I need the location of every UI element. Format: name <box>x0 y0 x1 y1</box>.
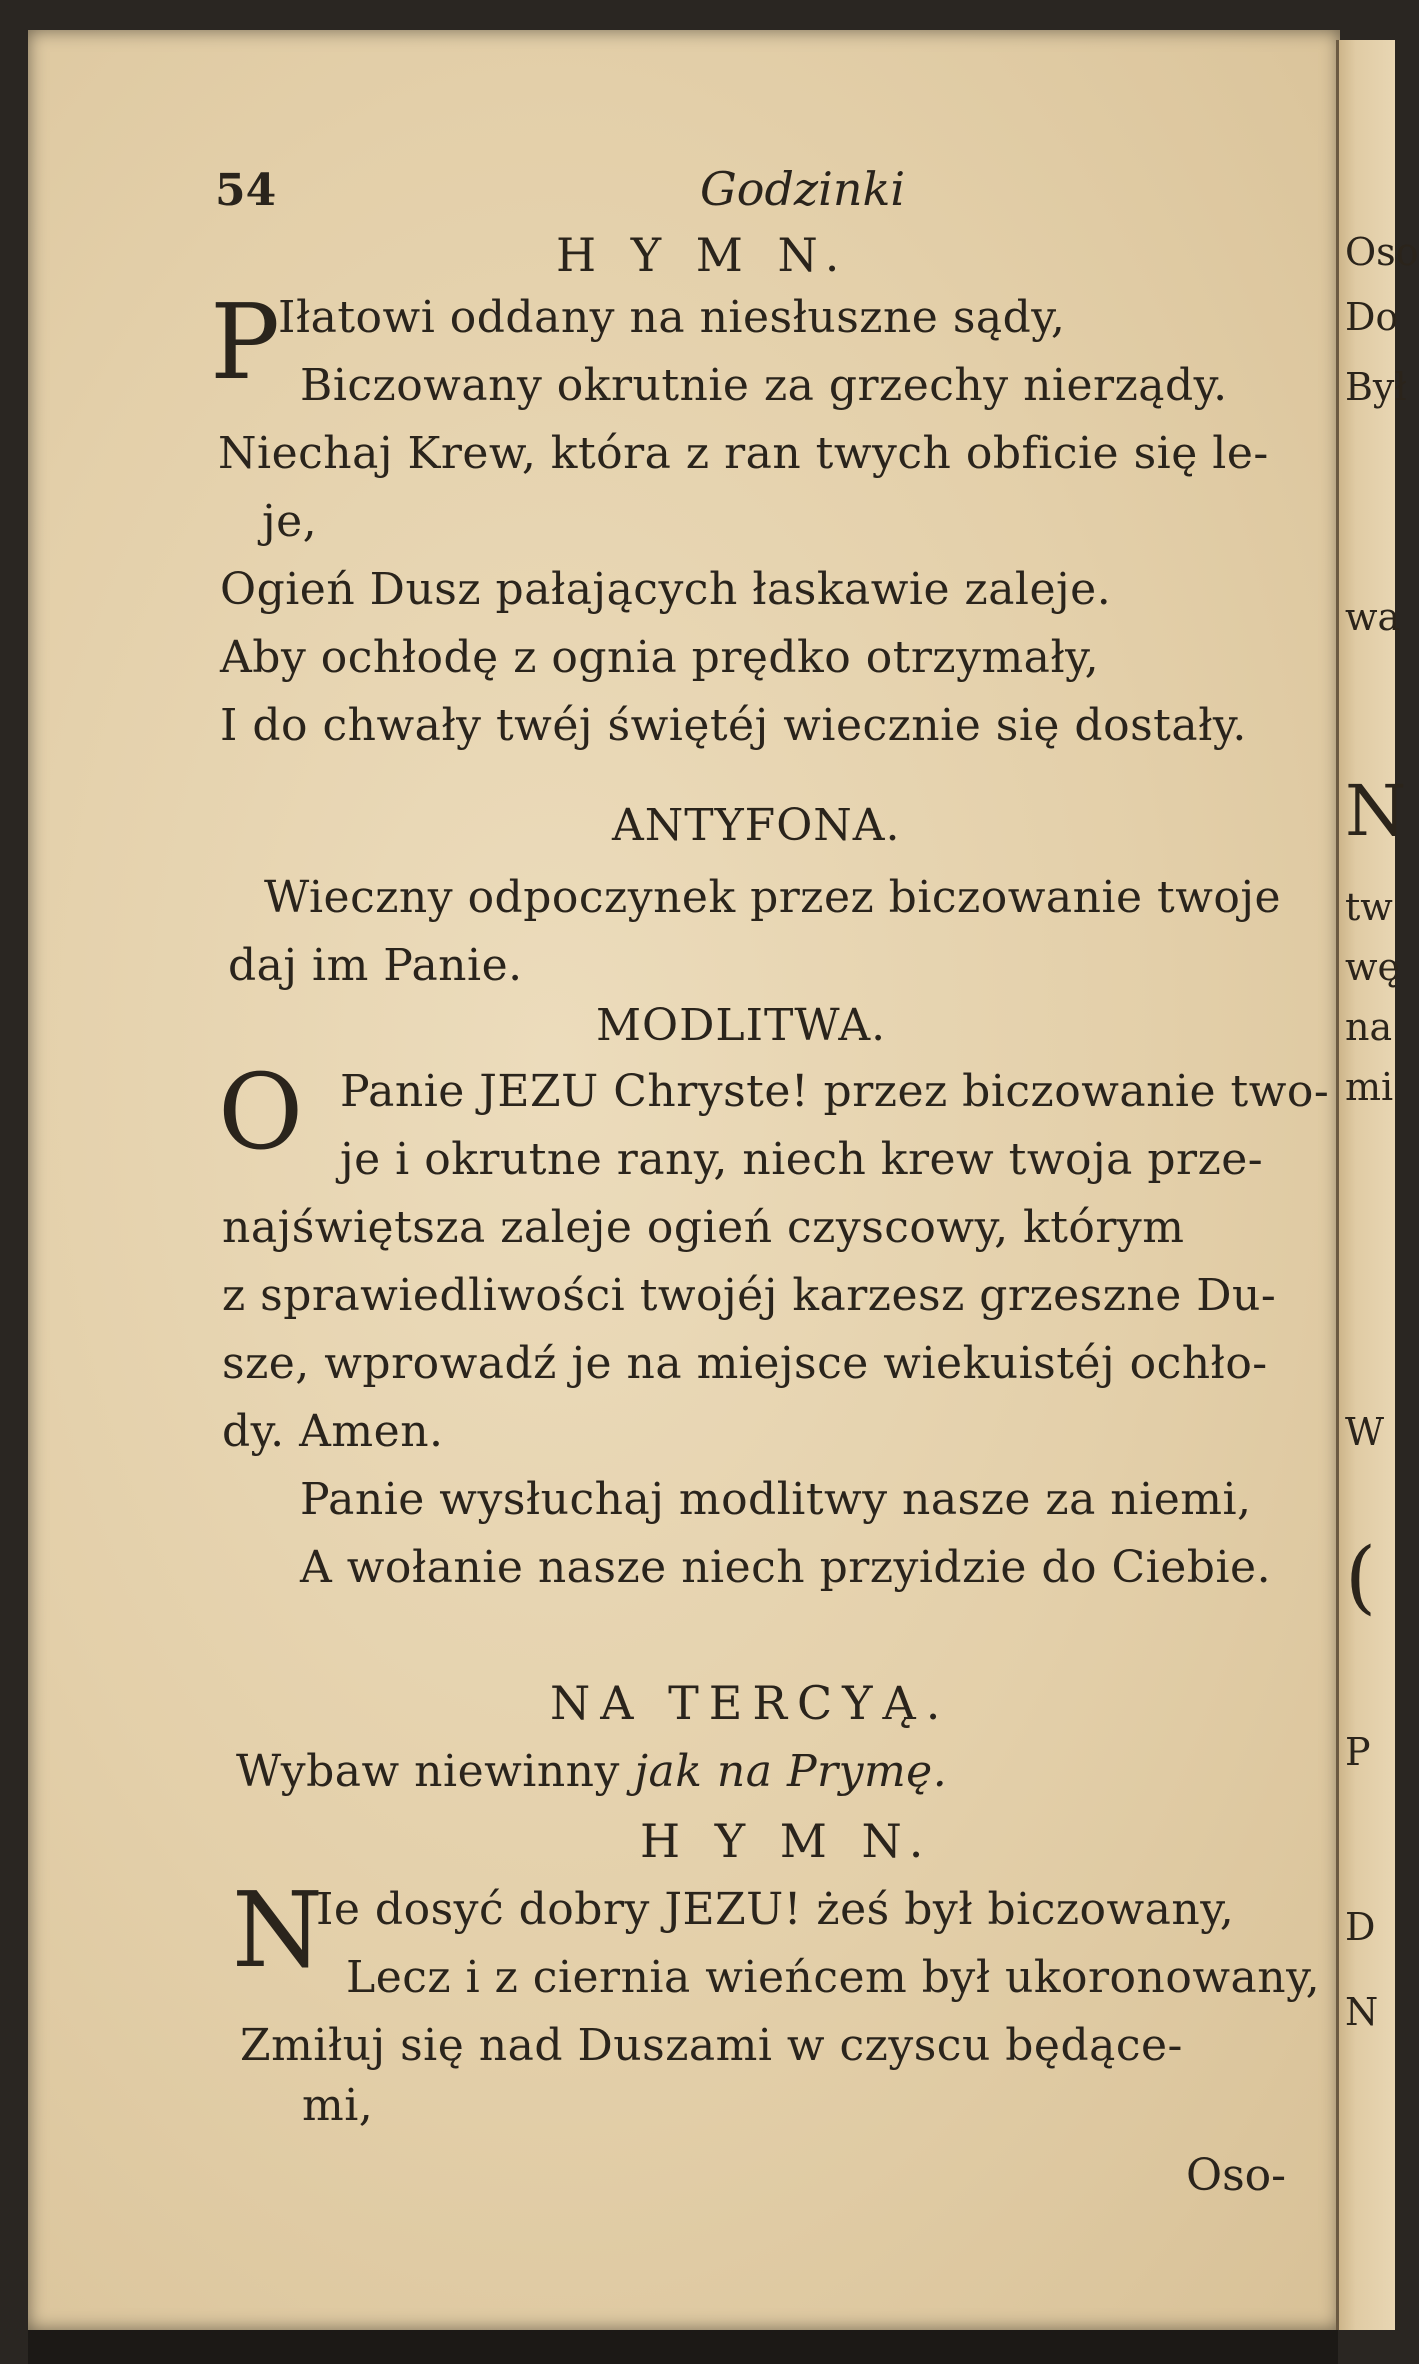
antiphon-title: ANTYFONA. <box>612 800 901 851</box>
facing-fragment: N <box>1345 1990 1379 2034</box>
prayer-line: Panie wysłuchaj modlitwy nasze za niemi, <box>300 1474 1252 1525</box>
verse-line: Zmiłuj się nad Duszami w czyscu będące- <box>240 2020 1183 2071</box>
verse-line: Lecz i z ciernia wieńcem był ukoronowany, <box>346 1952 1321 2003</box>
intro-italic: jak na Prymę. <box>634 1746 948 1797</box>
facing-fragment: Oso <box>1345 230 1419 274</box>
facing-fragment: Był <box>1345 365 1407 409</box>
hymn-title: H Y M N. <box>640 1814 934 1868</box>
antiphon-line: Wieczny odpoczynek przez biczowanie twoje <box>264 872 1282 923</box>
facing-fragment: wę <box>1345 945 1401 989</box>
facing-fragment: wa <box>1345 595 1401 639</box>
verse-line: Niechaj Krew, która z ran twych obficie się le- <box>218 428 1269 479</box>
running-title: Godzinki <box>700 162 906 216</box>
facing-fragment: Do <box>1345 295 1399 339</box>
facing-fragment: ( <box>1345 1530 1377 1623</box>
facing-page-edge <box>1336 40 1419 2330</box>
verse-line: mi, <box>302 2080 374 2131</box>
section-title: NA TERCYĄ. <box>550 1676 951 1730</box>
drop-cap: N <box>232 1869 323 1991</box>
prayer-line: je i okrutne rany, niech krew twoja prze- <box>340 1134 1264 1185</box>
facing-fragment: P <box>1345 1730 1371 1774</box>
section-intro <box>236 1746 947 1797</box>
hymn-title: H Y M N. <box>556 228 850 282</box>
verse-line: Iłatowi oddany na niesłuszne sądy, <box>278 292 1066 343</box>
prayer-line: z sprawiedliwości twojéj karzesz grzeszne Du- <box>222 1270 1277 1321</box>
facing-fragment: mi <box>1345 1065 1394 1109</box>
verse-line: je, <box>262 496 318 547</box>
verse-line: Aby ochłodę z ognia prędko otrzymały, <box>220 632 1100 683</box>
facing-fragment: tw <box>1345 885 1393 929</box>
prayer-line: A wołanie nasze niech przyidzie do Ciebie. <box>300 1542 1272 1593</box>
scan-border <box>28 2330 1338 2364</box>
facing-fragment: N <box>1345 770 1407 852</box>
page-number: 54 <box>215 165 277 216</box>
prayer-line: dy. Amen. <box>222 1406 444 1457</box>
intro-plain: Wybaw niewinny <box>236 1746 635 1797</box>
prayer-line: najświętsza zaleje ogień czyscowy, którym <box>222 1202 1185 1253</box>
facing-fragment: na <box>1345 1005 1393 1049</box>
verse-line: Biczowany okrutnie za grzechy nierządy. <box>300 360 1228 411</box>
facing-fragment: W <box>1345 1410 1385 1454</box>
drop-cap: O <box>218 1051 304 1173</box>
prayer-line: Panie JEZU Chryste! przez biczowanie two- <box>340 1066 1330 1117</box>
verse-line: I do chwały twéj świętéj wiecznie się dostały. <box>220 700 1247 751</box>
prayer-line: sze, wprowadź je na miejsce wiekuistéj ochło- <box>222 1338 1268 1389</box>
antiphon-line: daj im Panie. <box>228 940 523 991</box>
prayer-title: MODLITWA. <box>596 1000 887 1051</box>
verse-line: Ie dosyć dobry JEZU! żeś był biczowany, <box>316 1884 1235 1935</box>
verse-line: Ogień Dusz pałających łaskawie zaleje. <box>220 564 1112 615</box>
catchword: Oso- <box>1186 2150 1287 2201</box>
facing-fragment: D <box>1345 1905 1376 1949</box>
drop-cap: P <box>210 281 280 403</box>
